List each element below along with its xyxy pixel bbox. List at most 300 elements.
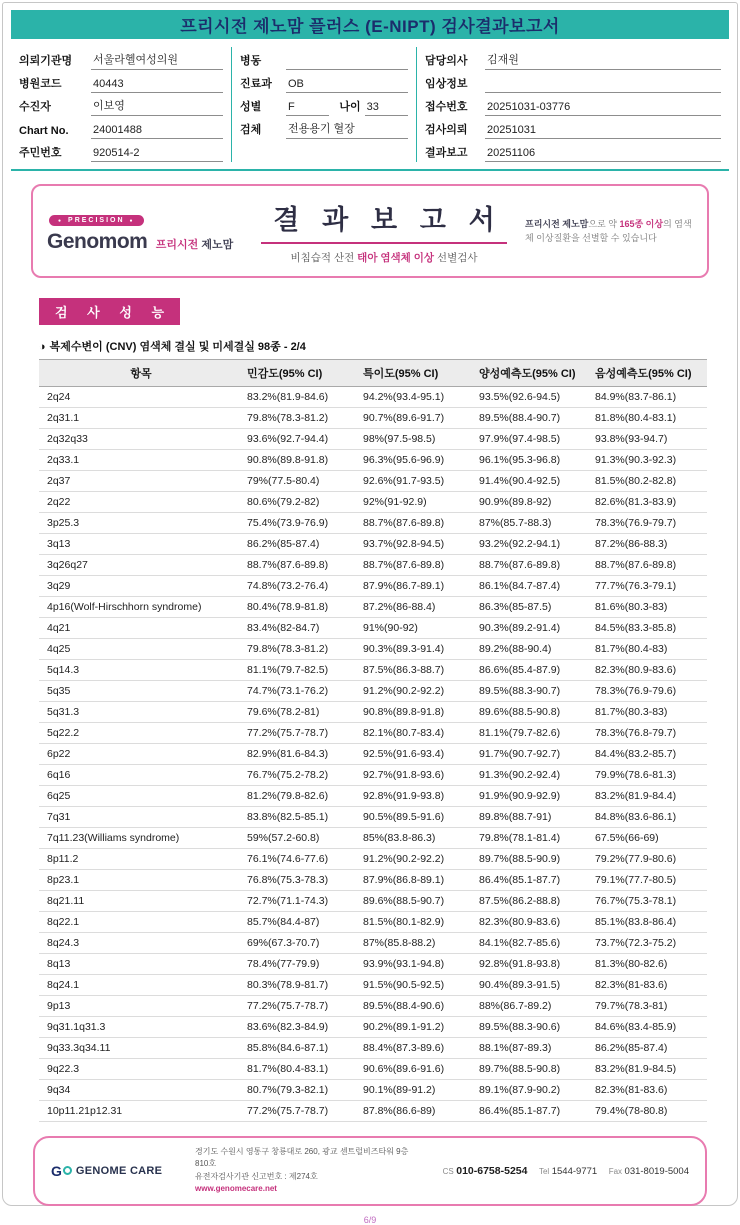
table-row bbox=[39, 408, 707, 429]
value-cell: 88.7%(87.6-89.8) bbox=[475, 555, 591, 576]
value-cell: 83.4%(82-84.7) bbox=[243, 618, 359, 639]
performance-table bbox=[39, 359, 707, 1122]
value-cell: 82.1%(80.7-83.4) bbox=[359, 723, 475, 744]
tel-number: 1544-9771 bbox=[551, 1165, 598, 1177]
value-cell: 84.6%(83.4-85.9) bbox=[591, 1017, 707, 1038]
value-cell: 89.7%(88.5-90.8) bbox=[475, 1059, 591, 1080]
value-cell: 83.8%(82.5-85.1) bbox=[243, 807, 359, 828]
value-cell: 92.8%(91.8-93.8) bbox=[475, 954, 591, 975]
info-field-row bbox=[240, 70, 408, 93]
value-cell: 77.2%(75.7-78.7) bbox=[243, 996, 359, 1017]
value-cell: 87.8%(86.6-89) bbox=[359, 1101, 475, 1122]
table-row bbox=[39, 1038, 707, 1059]
value-cell: 91.9%(90.9-92.9) bbox=[475, 786, 591, 807]
column-header: 음성예측도(95% CI) bbox=[591, 360, 707, 387]
item-cell: 2q24 bbox=[39, 387, 243, 408]
field-label: 담당의사 bbox=[425, 55, 468, 67]
value-cell: 91.5%(90.5-92.5) bbox=[359, 975, 475, 996]
table-row bbox=[39, 1101, 707, 1122]
field-value: 33 bbox=[365, 101, 408, 116]
item-cell: 7q31 bbox=[39, 807, 243, 828]
field-label: 임상정보 bbox=[425, 78, 468, 90]
field-value: 40443 bbox=[91, 78, 223, 93]
value-cell: 81.2%(79.8-82.6) bbox=[243, 786, 359, 807]
value-cell: 81.5%(80.2-82.8) bbox=[591, 471, 707, 492]
page-number: 6/9 bbox=[363, 1214, 377, 1225]
table-header-row bbox=[39, 360, 707, 387]
value-cell: 90.5%(89.5-91.6) bbox=[359, 807, 475, 828]
value-cell: 91%(90-92) bbox=[359, 618, 475, 639]
table-row bbox=[39, 1017, 707, 1038]
info-field-row bbox=[240, 116, 408, 139]
value-cell: 85.1%(83.8-86.4) bbox=[591, 912, 707, 933]
item-cell: 5q14.3 bbox=[39, 660, 243, 681]
value-cell: 84.4%(83.2-85.7) bbox=[591, 744, 707, 765]
value-cell: 77.2%(75.7-78.7) bbox=[243, 723, 359, 744]
table-row bbox=[39, 555, 707, 576]
table-row bbox=[39, 702, 707, 723]
field-label: 병원코드 bbox=[19, 78, 62, 90]
item-cell: 8q13 bbox=[39, 954, 243, 975]
field-label: 의뢰기관명 bbox=[19, 55, 73, 67]
value-cell: 84.9%(83.7-86.1) bbox=[591, 387, 707, 408]
value-cell: 90.6%(89.6-91.6) bbox=[359, 1059, 475, 1080]
wordmark-kr-brand: 프리시전 bbox=[155, 238, 199, 251]
value-cell: 88.7%(87.6-89.8) bbox=[591, 555, 707, 576]
value-cell: 89.8%(88.7-91) bbox=[475, 807, 591, 828]
value-cell: 86.1%(84.7-87.4) bbox=[475, 576, 591, 597]
address-line: 경기도 수원시 영통구 창룡대로 260, 광교 센트럴비즈타워 9층 810호 bbox=[195, 1147, 409, 1169]
genomecare-wordmark: GENOME CARE bbox=[75, 1164, 163, 1177]
value-cell: 59%(57.2-60.8) bbox=[243, 828, 359, 849]
badge-dot-icon: ● bbox=[58, 217, 64, 224]
field-label: 검체 bbox=[240, 124, 262, 136]
item-cell: 5q35 bbox=[39, 681, 243, 702]
item-cell: 9q31.1q31.3 bbox=[39, 1017, 243, 1038]
fax-label: Fax bbox=[608, 1166, 623, 1176]
table-row bbox=[39, 576, 707, 597]
value-cell: 90.3%(89.3-91.4) bbox=[359, 639, 475, 660]
value-cell: 93.9%(93.1-94.8) bbox=[359, 954, 475, 975]
column-header: 민감도(95% CI) bbox=[243, 360, 359, 387]
value-cell: 89.5%(88.3-90.7) bbox=[475, 681, 591, 702]
table-row bbox=[39, 765, 707, 786]
item-cell: 4p16(Wolf-Hirschhorn syndrome) bbox=[39, 597, 243, 618]
value-cell: 69%(67.3-70.7) bbox=[243, 933, 359, 954]
value-cell: 91.7%(90.7-92.7) bbox=[475, 744, 591, 765]
field-label: 나이 bbox=[339, 101, 361, 113]
value-cell: 80.6%(79.2-82) bbox=[243, 492, 359, 513]
value-cell: 87.9%(86.7-89.1) bbox=[359, 576, 475, 597]
genomom-logo bbox=[47, 209, 243, 254]
table-row bbox=[39, 933, 707, 954]
value-cell: 79.8%(78.3-81.2) bbox=[243, 639, 359, 660]
note-highlight: 165종 이상 bbox=[619, 218, 664, 229]
precision-badge-label: PRECISION bbox=[68, 217, 125, 224]
item-cell: 6q25 bbox=[39, 786, 243, 807]
field-label: 수진자 bbox=[19, 101, 51, 113]
info-field-row bbox=[425, 47, 721, 70]
item-cell: 6p22 bbox=[39, 744, 243, 765]
report-box-subtitle bbox=[253, 250, 515, 265]
field-value: F bbox=[286, 101, 329, 116]
item-cell: 4q25 bbox=[39, 639, 243, 660]
value-cell: 79%(77.5-80.4) bbox=[243, 471, 359, 492]
item-cell: 8p23.1 bbox=[39, 870, 243, 891]
value-cell: 93.5%(92.6-94.5) bbox=[475, 387, 591, 408]
info-field-row bbox=[19, 93, 223, 116]
value-cell: 80.7%(79.3-82.1) bbox=[243, 1080, 359, 1101]
value-cell: 79.9%(78.6-81.3) bbox=[591, 765, 707, 786]
logo-ring-icon bbox=[63, 1166, 72, 1175]
performance-table-body bbox=[39, 387, 707, 1122]
value-cell: 83.2%(81.9-84.4) bbox=[591, 786, 707, 807]
value-cell: 89.5%(88.3-90.6) bbox=[475, 1017, 591, 1038]
note-brand: 프리시전 제노맘 bbox=[525, 218, 589, 229]
field-value: 24001488 bbox=[91, 124, 223, 139]
field-label: 검사의뢰 bbox=[425, 124, 468, 136]
value-cell: 81.1%(79.7-82.5) bbox=[243, 660, 359, 681]
value-cell: 88.7%(87.6-89.8) bbox=[359, 555, 475, 576]
field-label: 성별 bbox=[240, 101, 262, 113]
table-row bbox=[39, 492, 707, 513]
value-cell: 81.7%(80.4-83.1) bbox=[243, 1059, 359, 1080]
fax-number: 031-8019-5004 bbox=[624, 1165, 689, 1177]
value-cell: 82.6%(81.3-83.9) bbox=[591, 492, 707, 513]
value-cell: 89.1%(87.9-90.2) bbox=[475, 1080, 591, 1101]
value-cell: 82.3%(81-83.6) bbox=[591, 975, 707, 996]
value-cell: 76.7%(75.2-78.2) bbox=[243, 765, 359, 786]
note-post: 의 염색체 이상질환을 선별할 수 있습니다 bbox=[525, 218, 692, 243]
field-value: 서울라헬여성의원 bbox=[91, 51, 223, 70]
value-cell: 92.6%(91.7-93.5) bbox=[359, 471, 475, 492]
result-report-box bbox=[31, 184, 709, 278]
item-cell: 3q13 bbox=[39, 534, 243, 555]
value-cell: 78.3%(76.9-79.6) bbox=[591, 681, 707, 702]
value-cell: 75.4%(73.9-76.9) bbox=[243, 513, 359, 534]
item-cell: 6q16 bbox=[39, 765, 243, 786]
value-cell: 89.5%(88.4-90.6) bbox=[359, 996, 475, 1017]
table-row bbox=[39, 744, 707, 765]
table-row bbox=[39, 807, 707, 828]
value-cell: 85.7%(84.4-87) bbox=[243, 912, 359, 933]
item-cell: 2q33.1 bbox=[39, 450, 243, 471]
value-cell: 93.7%(92.8-94.5) bbox=[359, 534, 475, 555]
table-row bbox=[39, 975, 707, 996]
value-cell: 89.7%(88.5-90.9) bbox=[475, 849, 591, 870]
item-cell: 3p25.3 bbox=[39, 513, 243, 534]
table-caption bbox=[39, 338, 701, 354]
value-cell: 73.7%(72.3-75.2) bbox=[591, 933, 707, 954]
wordmark-kr-product: 제노맘 bbox=[201, 238, 234, 251]
info-field-row bbox=[425, 70, 721, 93]
value-cell: 90.8%(89.8-91.8) bbox=[359, 702, 475, 723]
value-cell: 83.2%(81.9-84.6) bbox=[243, 387, 359, 408]
value-cell: 90.4%(89.3-91.5) bbox=[475, 975, 591, 996]
value-cell: 91.3%(90.3-92.3) bbox=[591, 450, 707, 471]
value-cell: 92.5%(91.6-93.4) bbox=[359, 744, 475, 765]
info-field-row bbox=[19, 70, 223, 93]
value-cell: 82.3%(80.9-83.6) bbox=[475, 912, 591, 933]
value-cell: 89.5%(88.4-90.7) bbox=[475, 408, 591, 429]
value-cell: 85.8%(84.6-87.1) bbox=[243, 1038, 359, 1059]
field-value bbox=[286, 67, 408, 70]
value-cell: 78.3%(76.9-79.7) bbox=[591, 513, 707, 534]
value-cell: 88.4%(87.3-89.6) bbox=[359, 1038, 475, 1059]
footer-contacts bbox=[434, 1165, 689, 1177]
value-cell: 82.3%(81-83.6) bbox=[591, 1080, 707, 1101]
item-cell: 4q21 bbox=[39, 618, 243, 639]
item-cell: 5q22.2 bbox=[39, 723, 243, 744]
field-value: 이보영 bbox=[91, 97, 223, 116]
report-title-bar bbox=[11, 10, 729, 39]
value-cell: 91.2%(90.2-92.2) bbox=[359, 849, 475, 870]
value-cell: 86.2%(85-87.4) bbox=[243, 534, 359, 555]
value-cell: 87.9%(86.8-89.1) bbox=[359, 870, 475, 891]
table-caption-text: 복제수변이 (CNV) 염색체 결실 및 미세결실 98종 - 2/4 bbox=[49, 341, 306, 353]
value-cell: 85%(83.8-86.3) bbox=[359, 828, 475, 849]
cs-label: CS bbox=[442, 1166, 454, 1176]
table-row bbox=[39, 534, 707, 555]
field-label: 결과보고 bbox=[425, 147, 468, 159]
column-header: 특이도(95% CI) bbox=[359, 360, 475, 387]
value-cell: 87.5%(86.3-88.7) bbox=[359, 660, 475, 681]
value-cell: 80.4%(78.9-81.8) bbox=[243, 597, 359, 618]
table-row bbox=[39, 996, 707, 1017]
value-cell: 90.3%(89.2-91.4) bbox=[475, 618, 591, 639]
table-row bbox=[39, 723, 707, 744]
table-row bbox=[39, 513, 707, 534]
value-cell: 79.4%(78-80.8) bbox=[591, 1101, 707, 1122]
value-cell: 81.5%(80.1-82.9) bbox=[359, 912, 475, 933]
value-cell: 81.3%(80-82.6) bbox=[591, 954, 707, 975]
subtitle-pre: 비침습적 산전 bbox=[290, 251, 358, 264]
footer-address bbox=[195, 1146, 422, 1196]
value-cell: 92.7%(91.8-93.6) bbox=[359, 765, 475, 786]
item-cell: 9p13 bbox=[39, 996, 243, 1017]
value-cell: 88.7%(87.6-89.8) bbox=[359, 513, 475, 534]
value-cell: 91.3%(90.2-92.4) bbox=[475, 765, 591, 786]
field-value: 920514-2 bbox=[91, 147, 223, 162]
item-cell: 3q29 bbox=[39, 576, 243, 597]
value-cell: 79.1%(77.7-80.5) bbox=[591, 870, 707, 891]
genomom-wordmark-en: Genomom bbox=[47, 229, 148, 253]
item-cell: 8q22.1 bbox=[39, 912, 243, 933]
section-test-performance: 검 사 성 능 bbox=[39, 298, 180, 325]
table-row bbox=[39, 387, 707, 408]
table-row bbox=[39, 429, 707, 450]
value-cell: 88.7%(87.6-89.8) bbox=[243, 555, 359, 576]
table-row bbox=[39, 912, 707, 933]
table-row bbox=[39, 639, 707, 660]
field-value: 20251031 bbox=[485, 124, 721, 139]
value-cell: 96.3%(95.6-96.9) bbox=[359, 450, 475, 471]
value-cell: 90.8%(89.8-91.8) bbox=[243, 450, 359, 471]
info-field-row bbox=[240, 93, 408, 116]
value-cell: 79.8%(78.3-81.2) bbox=[243, 408, 359, 429]
info-field-row bbox=[19, 139, 223, 162]
table-row bbox=[39, 597, 707, 618]
item-cell: 8p11.2 bbox=[39, 849, 243, 870]
value-cell: 89.6%(88.5-90.8) bbox=[475, 702, 591, 723]
info-field-row bbox=[240, 47, 408, 70]
item-cell: 7q11.23(Williams syndrome) bbox=[39, 828, 243, 849]
value-cell: 90.1%(89-91.2) bbox=[359, 1080, 475, 1101]
value-cell: 97.9%(97.4-98.5) bbox=[475, 429, 591, 450]
value-cell: 98%(97.5-98.5) bbox=[359, 429, 475, 450]
item-cell: 9q34 bbox=[39, 1080, 243, 1101]
table-row bbox=[39, 870, 707, 891]
table-row bbox=[39, 660, 707, 681]
item-cell: 9q22.3 bbox=[39, 1059, 243, 1080]
patient-info-col-1 bbox=[11, 47, 231, 162]
value-cell: 87%(85.8-88.2) bbox=[359, 933, 475, 954]
value-cell: 84.8%(83.6-86.1) bbox=[591, 807, 707, 828]
value-cell: 67.5%(66-69) bbox=[591, 828, 707, 849]
value-cell: 86.4%(85.1-87.7) bbox=[475, 1101, 591, 1122]
value-cell: 87.2%(86-88.4) bbox=[359, 597, 475, 618]
value-cell: 74.7%(73.1-76.2) bbox=[243, 681, 359, 702]
value-cell: 87%(85.7-88.3) bbox=[475, 513, 591, 534]
column-header: 항목 bbox=[39, 360, 243, 387]
value-cell: 96.1%(95.3-96.8) bbox=[475, 450, 591, 471]
value-cell: 86.6%(85.4-87.9) bbox=[475, 660, 591, 681]
field-label: 접수번호 bbox=[425, 101, 468, 113]
tel-label: Tel bbox=[538, 1166, 550, 1176]
value-cell: 74.8%(73.2-76.4) bbox=[243, 576, 359, 597]
field-value: 전용용기 혈장 bbox=[286, 120, 408, 139]
subtitle-post: 선별검사 bbox=[434, 251, 478, 264]
report-box-title: 결 과 보 고 서 bbox=[261, 198, 506, 244]
value-cell: 81.1%(79.7-82.6) bbox=[475, 723, 591, 744]
report-box-title-block bbox=[253, 198, 515, 265]
value-cell: 87.2%(86-88.3) bbox=[591, 534, 707, 555]
column-header: 양성예측도(95% CI) bbox=[475, 360, 591, 387]
logo-letter: G bbox=[51, 1162, 62, 1179]
patient-info-col-2 bbox=[231, 47, 417, 162]
report-page bbox=[2, 2, 738, 1225]
genomecare-logo bbox=[51, 1163, 183, 1179]
item-cell: 8q21.11 bbox=[39, 891, 243, 912]
badge-dot-icon: ● bbox=[129, 217, 135, 224]
value-cell: 81.7%(80.4-83) bbox=[591, 639, 707, 660]
field-value: OB bbox=[286, 78, 408, 93]
item-cell: 8q24.1 bbox=[39, 975, 243, 996]
value-cell: 84.5%(83.3-85.8) bbox=[591, 618, 707, 639]
value-cell: 79.7%(78.3-81) bbox=[591, 996, 707, 1017]
value-cell: 79.8%(78.1-81.4) bbox=[475, 828, 591, 849]
value-cell: 81.8%(80.4-83.1) bbox=[591, 408, 707, 429]
table-row bbox=[39, 471, 707, 492]
value-cell: 90.2%(89.1-91.2) bbox=[359, 1017, 475, 1038]
value-cell: 76.8%(75.3-78.3) bbox=[243, 870, 359, 891]
value-cell: 80.3%(78.9-81.7) bbox=[243, 975, 359, 996]
value-cell: 82.3%(80.9-83.6) bbox=[591, 660, 707, 681]
value-cell: 92%(91-92.9) bbox=[359, 492, 475, 513]
item-cell: 3q26q27 bbox=[39, 555, 243, 576]
value-cell: 77.2%(75.7-78.7) bbox=[243, 1101, 359, 1122]
value-cell: 89.2%(88-90.4) bbox=[475, 639, 591, 660]
field-value: 김재원 bbox=[485, 51, 721, 70]
field-label: Chart No. bbox=[19, 125, 69, 137]
item-cell: 9q33.3q34.11 bbox=[39, 1038, 243, 1059]
value-cell: 93.8%(93-94.7) bbox=[591, 429, 707, 450]
field-value: 20251031-03776 bbox=[485, 101, 721, 116]
info-field-row bbox=[19, 116, 223, 139]
value-cell: 94.2%(93.4-95.1) bbox=[359, 387, 475, 408]
website-text: www.genomecare.net bbox=[195, 1184, 277, 1194]
table-row bbox=[39, 1080, 707, 1101]
report-title: 프리시전 제노맘 플러스 (E-NIPT) 검사결과보고서 bbox=[180, 17, 560, 36]
value-cell: 76.1%(74.6-77.6) bbox=[243, 849, 359, 870]
value-cell: 92.8%(91.9-93.8) bbox=[359, 786, 475, 807]
half-circle-icon: ◑ bbox=[39, 341, 46, 353]
value-cell: 82.9%(81.6-84.3) bbox=[243, 744, 359, 765]
field-label: 진료과 bbox=[240, 78, 272, 90]
value-cell: 90.9%(89.8-92) bbox=[475, 492, 591, 513]
info-field-row bbox=[425, 93, 721, 116]
value-cell: 87.5%(86.2-88.8) bbox=[475, 891, 591, 912]
value-cell: 90.7%(89.6-91.7) bbox=[359, 408, 475, 429]
value-cell: 81.6%(80.3-83) bbox=[591, 597, 707, 618]
field-value bbox=[485, 90, 721, 93]
value-cell: 83.6%(82.3-84.9) bbox=[243, 1017, 359, 1038]
value-cell: 93.6%(92.7-94.4) bbox=[243, 429, 359, 450]
value-cell: 83.2%(81.9-84.5) bbox=[591, 1059, 707, 1080]
item-cell: 5q31.3 bbox=[39, 702, 243, 723]
value-cell: 81.7%(80.3-83) bbox=[591, 702, 707, 723]
value-cell: 72.7%(71.1-74.3) bbox=[243, 891, 359, 912]
report-box-note bbox=[525, 217, 693, 246]
value-cell: 86.4%(85.1-87.7) bbox=[475, 870, 591, 891]
genomecare-logo-icon bbox=[51, 1163, 72, 1179]
value-cell: 86.2%(85-87.4) bbox=[591, 1038, 707, 1059]
item-cell: 2q37 bbox=[39, 471, 243, 492]
patient-info-col-3 bbox=[417, 47, 729, 162]
value-cell: 91.4%(90.4-92.5) bbox=[475, 471, 591, 492]
item-cell: 2q22 bbox=[39, 492, 243, 513]
item-cell: 2q31.1 bbox=[39, 408, 243, 429]
table-row bbox=[39, 786, 707, 807]
field-value: 20251106 bbox=[485, 147, 721, 162]
value-cell: 76.7%(75.3-78.1) bbox=[591, 891, 707, 912]
value-cell: 88%(86.7-89.2) bbox=[475, 996, 591, 1017]
value-cell: 79.2%(77.9-80.6) bbox=[591, 849, 707, 870]
info-field-row bbox=[19, 47, 223, 70]
value-cell: 78.4%(77-79.9) bbox=[243, 954, 359, 975]
cs-number: 010-6758-5254 bbox=[456, 1164, 528, 1177]
info-field-row bbox=[425, 116, 721, 139]
note-mid: 으로 약 bbox=[588, 218, 620, 229]
item-cell: 2q32q33 bbox=[39, 429, 243, 450]
field-label: 병동 bbox=[240, 55, 262, 67]
genomom-wordmark-kr bbox=[156, 239, 233, 251]
value-cell: 84.1%(82.7-85.6) bbox=[475, 933, 591, 954]
field-label: 주민번호 bbox=[19, 147, 62, 159]
table-row bbox=[39, 1059, 707, 1080]
value-cell: 78.3%(76.8-79.7) bbox=[591, 723, 707, 744]
table-row bbox=[39, 891, 707, 912]
table-row bbox=[39, 618, 707, 639]
table-row bbox=[39, 450, 707, 471]
value-cell: 86.3%(85-87.5) bbox=[475, 597, 591, 618]
patient-info-section bbox=[11, 39, 729, 171]
registration-line: 유전자검사기관 신고번호 : 제274호 bbox=[195, 1171, 318, 1181]
table-row bbox=[39, 828, 707, 849]
item-cell: 8q24.3 bbox=[39, 933, 243, 954]
value-cell: 79.6%(78.2-81) bbox=[243, 702, 359, 723]
value-cell: 93.2%(92.2-94.1) bbox=[475, 534, 591, 555]
